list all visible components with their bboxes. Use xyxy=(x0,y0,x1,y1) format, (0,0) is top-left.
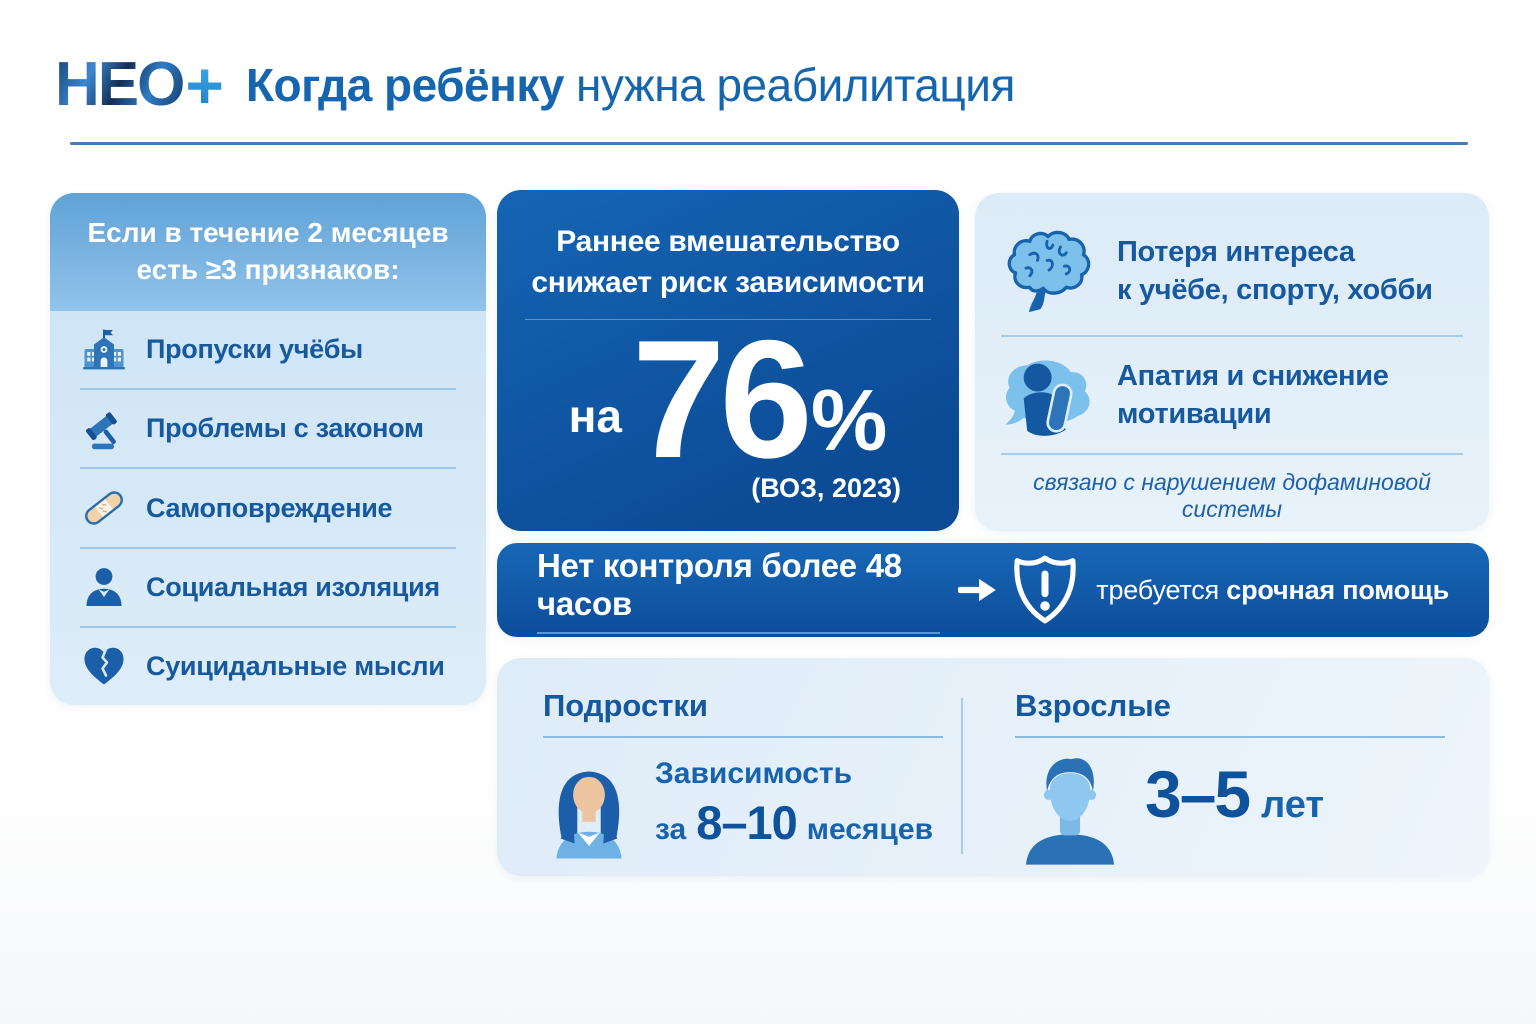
adults-title: Взрослые xyxy=(1015,688,1171,723)
stat-card-title xyxy=(497,222,959,303)
teens-suffix: месяцев xyxy=(806,813,934,846)
signs-card xyxy=(50,193,486,705)
page-title-emphasis: Когда ребёнку xyxy=(245,59,565,111)
symptom-line2: к учёбе, спорту, хобби xyxy=(1117,274,1433,306)
adult-avatar xyxy=(1015,746,1125,866)
brand-logo xyxy=(55,48,222,122)
alert-bar xyxy=(497,543,1489,637)
list-item xyxy=(1001,337,1463,453)
broken-heart-icon xyxy=(80,642,128,690)
symptoms-card xyxy=(975,193,1489,531)
adults-row xyxy=(1015,746,1445,866)
stat-card xyxy=(497,190,959,531)
brain-icon xyxy=(1001,226,1097,316)
header xyxy=(55,48,1015,122)
symptom-label xyxy=(1117,357,1389,434)
gavel-icon xyxy=(80,405,128,453)
teens-line2 xyxy=(655,795,933,850)
signs-list xyxy=(50,311,486,705)
person-icon xyxy=(80,563,128,611)
arrow-right-icon xyxy=(958,576,998,604)
page-title xyxy=(246,58,1015,112)
timeline-adults-section xyxy=(1015,658,1445,876)
teen-avatar xyxy=(543,746,635,864)
symptom-line1: Потеря интереса xyxy=(1117,235,1355,268)
timeline-card xyxy=(497,658,1489,876)
sign-label: Суицидальные мысли xyxy=(146,650,445,681)
timeline-vertical-divider xyxy=(961,698,963,854)
teens-title: Подростки xyxy=(543,688,708,723)
teens-row xyxy=(543,746,943,864)
stat-unit: % xyxy=(810,372,888,469)
sign-label: Проблемы с законом xyxy=(146,413,424,444)
header-divider xyxy=(70,142,1468,145)
teens-value: 8–10 xyxy=(696,796,797,849)
teens-title-rule xyxy=(543,736,943,738)
list-item xyxy=(80,549,456,628)
page-title-rest: нужна реабилитация xyxy=(576,59,1015,111)
stat-prefix: на xyxy=(568,389,623,442)
list-item xyxy=(1001,207,1463,335)
signs-title-line1: Если в течение 2 месяцев xyxy=(87,217,449,249)
symptom-line2: мотивации xyxy=(1117,398,1272,430)
adults-text xyxy=(1145,756,1324,832)
adults-value: 3–5 xyxy=(1145,757,1250,831)
brand-logo-text: НЕО xyxy=(55,50,184,119)
brand-plus-icon: + xyxy=(185,48,222,122)
list-item xyxy=(80,469,456,548)
stat-source: (ВОЗ, 2023) xyxy=(751,472,901,503)
stat-value: 76 xyxy=(632,305,807,493)
list-item xyxy=(80,390,456,469)
symptoms-note: связано с нарушением дофаминовой системы xyxy=(1033,469,1431,522)
sign-label: Самоповреждение xyxy=(146,492,393,523)
alert-result-emphasis: срочная помощь xyxy=(1226,574,1449,605)
sign-label: Социальная изоляция xyxy=(146,571,440,602)
alert-result-prefix: требуется xyxy=(1096,574,1219,605)
teens-text xyxy=(655,757,933,850)
adults-title-rule xyxy=(1015,736,1445,738)
teens-line1: Зависимость xyxy=(655,757,853,790)
school-icon xyxy=(80,326,128,374)
list-item xyxy=(80,311,456,390)
stat-title-line1: Раннее вмешательство xyxy=(556,225,900,258)
timeline-teens-section xyxy=(543,658,943,876)
list-item xyxy=(80,628,456,705)
teens-prefix: за xyxy=(655,813,687,846)
sign-label: Пропуски учёбы xyxy=(146,334,363,365)
stat-title-line2: снижает риск зависимости xyxy=(531,265,925,299)
alert-result xyxy=(1096,575,1449,606)
alert-condition: Нет контроля более 48 часов xyxy=(537,547,940,634)
symptom-line1: Апатия и снижение xyxy=(1117,359,1389,392)
adults-suffix: лет xyxy=(1261,784,1325,826)
shield-alert-icon xyxy=(1014,555,1076,625)
bandage-icon xyxy=(80,484,128,532)
signs-title-line2: есть ≥3 признаков: xyxy=(136,254,400,285)
symptoms-divider xyxy=(1001,453,1463,455)
symptom-label xyxy=(1117,233,1433,310)
apathy-icon xyxy=(1001,349,1097,441)
signs-card-title xyxy=(50,193,486,311)
